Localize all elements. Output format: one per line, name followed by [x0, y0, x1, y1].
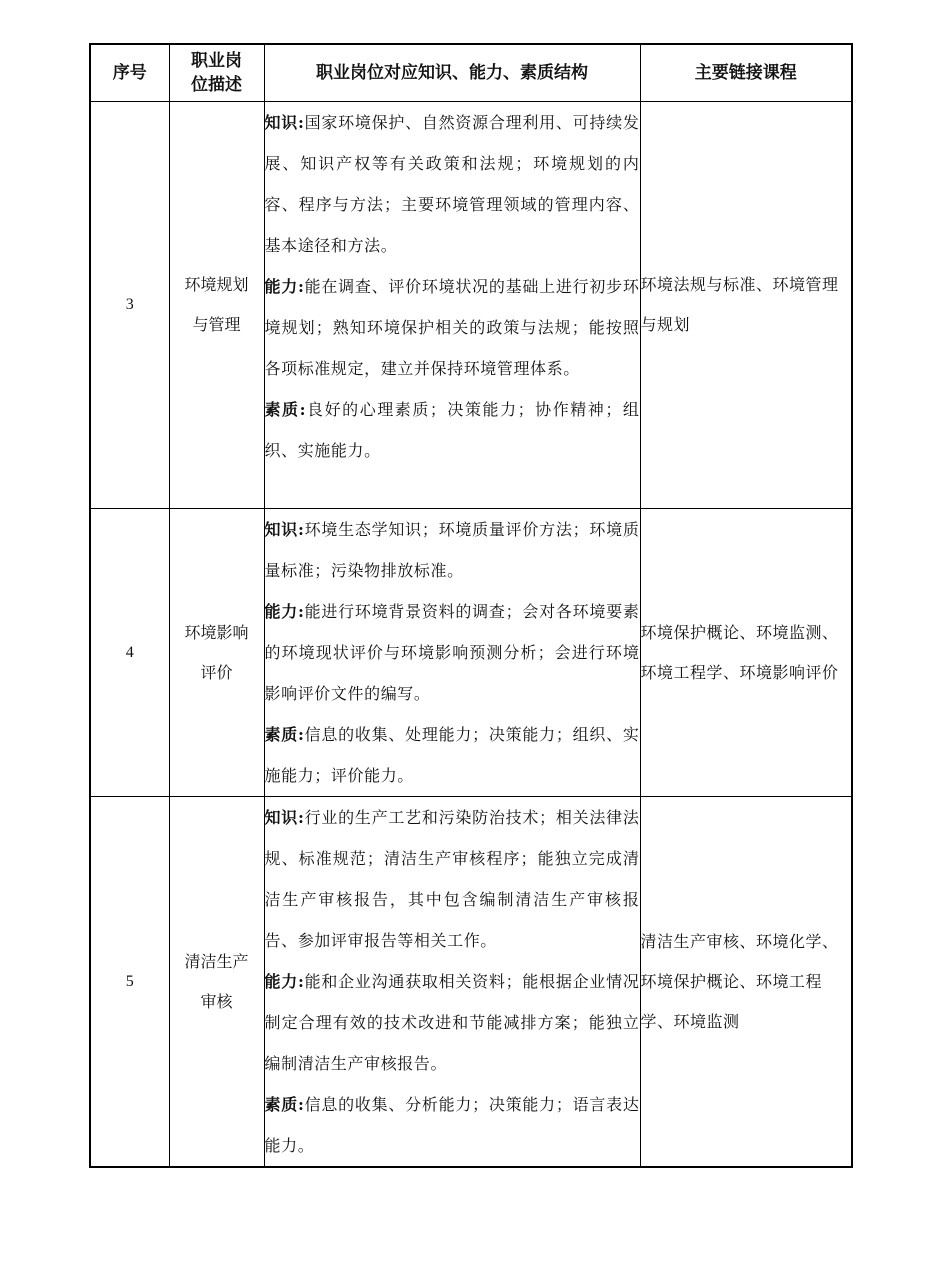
- quality-text: 良好的心理素质；决策能力；协作精神；组织、实施能力。: [264, 400, 640, 460]
- ability-label: 能力:: [264, 972, 305, 991]
- knowledge-label: 知识:: [264, 113, 305, 132]
- row-index: 5: [90, 797, 169, 1168]
- quality-label: 素质:: [264, 400, 307, 419]
- ability-label: 能力:: [264, 602, 305, 621]
- row-index: 4: [90, 509, 169, 797]
- table-row: [90, 797, 852, 1168]
- quality-paragraph: [265, 1084, 640, 1166]
- knowledge-text: 环境生态学知识；环境质量评价方法；环境质量标准；污染物排放标准。: [264, 520, 640, 580]
- knowledge-paragraph: [265, 797, 640, 961]
- knowledge-paragraph: [265, 102, 640, 266]
- quality-label: 素质:: [264, 725, 305, 744]
- header-structure: 职业岗位对应知识、能力、素质结构: [264, 44, 640, 102]
- row-position: 清洁生产审核: [169, 797, 264, 1168]
- ability-paragraph: [265, 591, 640, 714]
- ability-text: 能和企业沟通获取相关资料；能根据企业情况制定合理有效的技术改进和节能减排方案；能独立编制清洁生产审核报告。: [264, 972, 640, 1073]
- ability-text: 能在调查、评价环境状况的基础上进行初步环境规划；熟知环境保护相关的政策与法规；能按照各项标准规定，建立并保持环境管理体系。: [264, 277, 640, 378]
- quality-text: 信息的收集、处理能力；决策能力；组织、实施能力；评价能力。: [264, 725, 640, 785]
- knowledge-text: 行业的生产工艺和污染防治技术；相关法律法规、标准规范；清洁生产审核程序；能独立完成清洁生产审核报告，其中包含编制清洁生产审核报告、参加评审报告等相关工作。: [264, 808, 640, 950]
- row-position: 环境规划与管理: [169, 102, 264, 509]
- row-structure: [264, 509, 640, 797]
- knowledge-text: 国家环境保护、自然资源合理利用、可持续发展、知识产权等有关政策和法规；环境规划的内容、程序与方法；主要环境管理领域的管理内容、基本途径和方法。: [264, 113, 640, 255]
- header-position: 职业岗位描述: [169, 44, 264, 102]
- row-courses: 环境法规与标准、环境管理与规划: [640, 102, 852, 509]
- table-row: [90, 102, 852, 509]
- row-courses: 环境保护概论、环境监测、环境工程学、环境影响评价: [640, 509, 852, 797]
- header-courses: 主要链接课程: [640, 44, 852, 102]
- curriculum-table: [89, 43, 853, 1168]
- row-structure: [264, 102, 640, 509]
- row-structure: [264, 797, 640, 1168]
- row-courses: 清洁生产审核、环境化学、环境保护概论、环境工程学、环境监测: [640, 797, 852, 1168]
- table-row: [90, 509, 852, 797]
- knowledge-label: 知识:: [264, 808, 305, 827]
- table-header-row: [90, 44, 852, 102]
- quality-paragraph: [265, 714, 640, 796]
- row-index: 3: [90, 102, 169, 509]
- ability-label: 能力:: [264, 277, 305, 296]
- quality-paragraph: [265, 389, 640, 471]
- row-position: 环境影响评价: [169, 509, 264, 797]
- ability-text: 能进行环境背景资料的调查；会对各环境要素的环境现状评价与环境影响预测分析；会进行环境影响评价文件的编写。: [264, 602, 640, 703]
- quality-text: 信息的收集、分析能力；决策能力；语言表达能力。: [264, 1095, 640, 1155]
- header-index: 序号: [90, 44, 169, 102]
- ability-paragraph: [265, 266, 640, 389]
- knowledge-label: 知识:: [264, 520, 305, 539]
- quality-label: 素质:: [264, 1095, 305, 1114]
- ability-paragraph: [265, 961, 640, 1084]
- knowledge-paragraph: [265, 509, 640, 591]
